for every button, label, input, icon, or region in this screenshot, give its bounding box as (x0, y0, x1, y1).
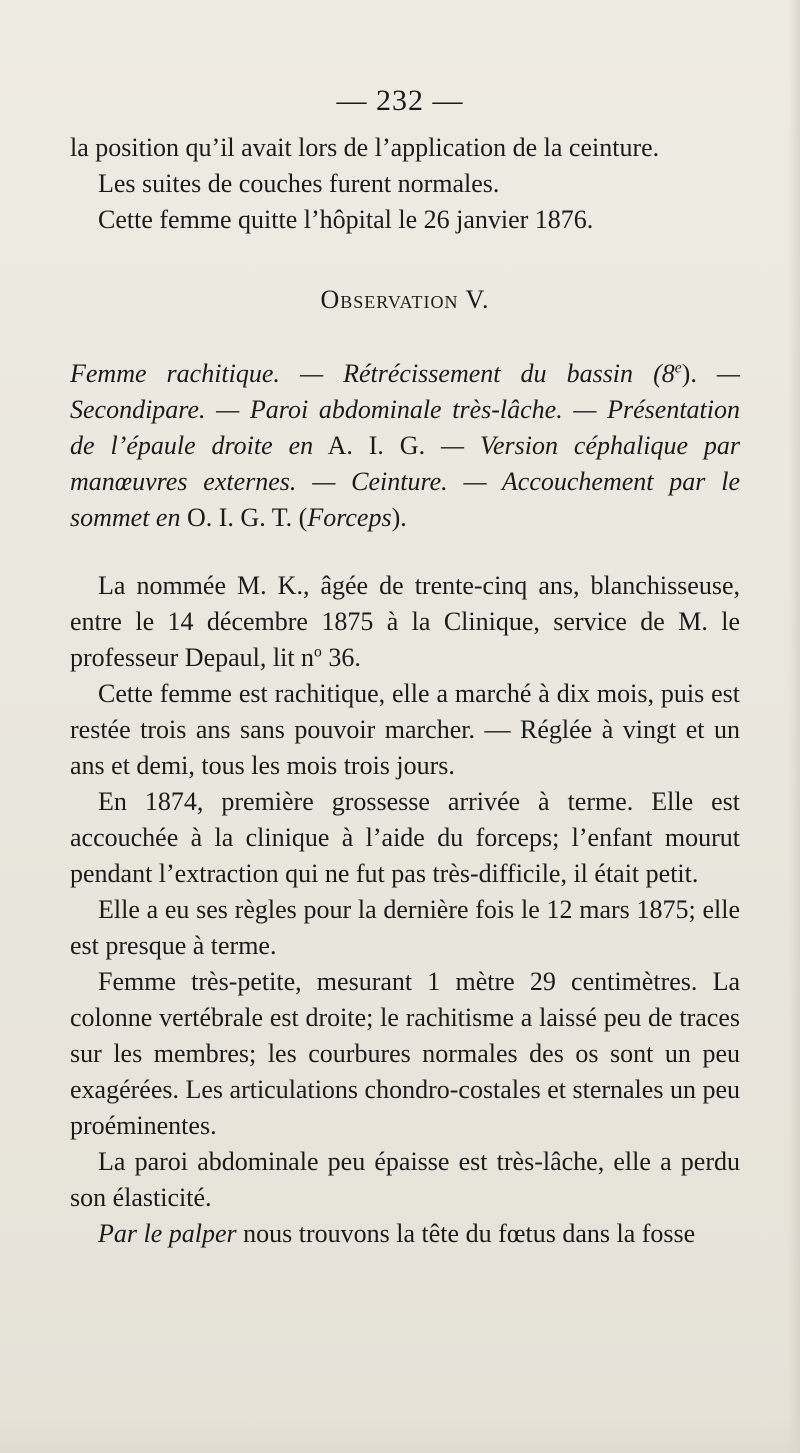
page-edge-shadow (788, 0, 800, 1453)
admission-text-end: 36. (321, 643, 361, 672)
palper-text: nous trouvons la tête du fœtus dans la fosse (236, 1219, 696, 1248)
page-content (70, 130, 740, 1252)
paragraph-rachitisme: Cette femme est rachitique, elle a marché à dix mois, puis est restée trois ans sans pouvoir marcher. — Réglée à vingt et un ans et demi, tous les mois trois jours. (70, 679, 740, 780)
summary-part-3: A. I. G. (313, 431, 441, 460)
page-bottom-shadow (0, 1413, 800, 1453)
summary-part-6: Forceps (307, 503, 392, 532)
paragraph-paroi-abdominale: La paroi abdominale peu épaisse est très-lâche, elle a perdu son élasticité. (70, 1147, 740, 1212)
paragraph-palper (70, 1216, 740, 1252)
summary-part-1-end: ). (681, 359, 697, 388)
summary-part-4: — Version céphalique par manœuvres externes. — Ceinture. — Accouchement par le sommet en (70, 431, 741, 532)
paragraph-examen: Femme très-petite, mesurant 1 mètre 29 centimètres. La colonne vertébrale est droite; le rachitisme a laissé peu de traces sur les membres; les courbures normales des os sont un peu exagérées. Les articulations chondro-costales et sternales un peu proéminentes. (70, 967, 740, 1140)
paragraph-sortie-hopital: Cette femme quitte l’hôpital le 26 janvier 1876. (98, 205, 594, 234)
observation-summary (70, 356, 740, 536)
paragraph-continuation: la position qu’il avait lors de l’application de la ceinture. (70, 133, 660, 162)
observation-heading: Observation V. (320, 285, 490, 314)
admission-text: La nommée M. K., âgée de trente-cinq ans, blanchisseuse, entre le 14 décembre 1875 à la Clinique, service de M. le professeur Depaul, lit n (70, 571, 740, 672)
summary-part-5: O. I. G. T. ( (180, 503, 308, 532)
summary-superscript: e (674, 359, 682, 377)
summary-part-2: — Secondipare. — Paroi abdominale très-lâche. — Présentation de l’épaule droite en (70, 359, 740, 460)
page-number: — 232 — (336, 84, 464, 117)
summary-part-1: Femme rachitique. — Rétrécissement du bassin (8 (70, 359, 675, 388)
admission-superscript: o (314, 643, 322, 661)
summary-part-7: ). (391, 503, 407, 532)
paragraph-premiere-grossesse: En 1874, première grossesse arrivée à terme. Elle est accouchée à la clinique à l’aide du forceps; l’enfant mourut pendant l’extraction qui ne fut pas très-difficile, il était petit. (70, 787, 740, 888)
palper-italic: Par le palper (98, 1219, 237, 1248)
paragraph-regles: Elle a eu ses règles pour la dernière fois le 12 mars 1875; elle est presque à terme. (70, 895, 740, 960)
paragraph-suites-de-couches: Les suites de couches furent normales. (98, 169, 500, 198)
paragraph-admission (70, 568, 740, 676)
